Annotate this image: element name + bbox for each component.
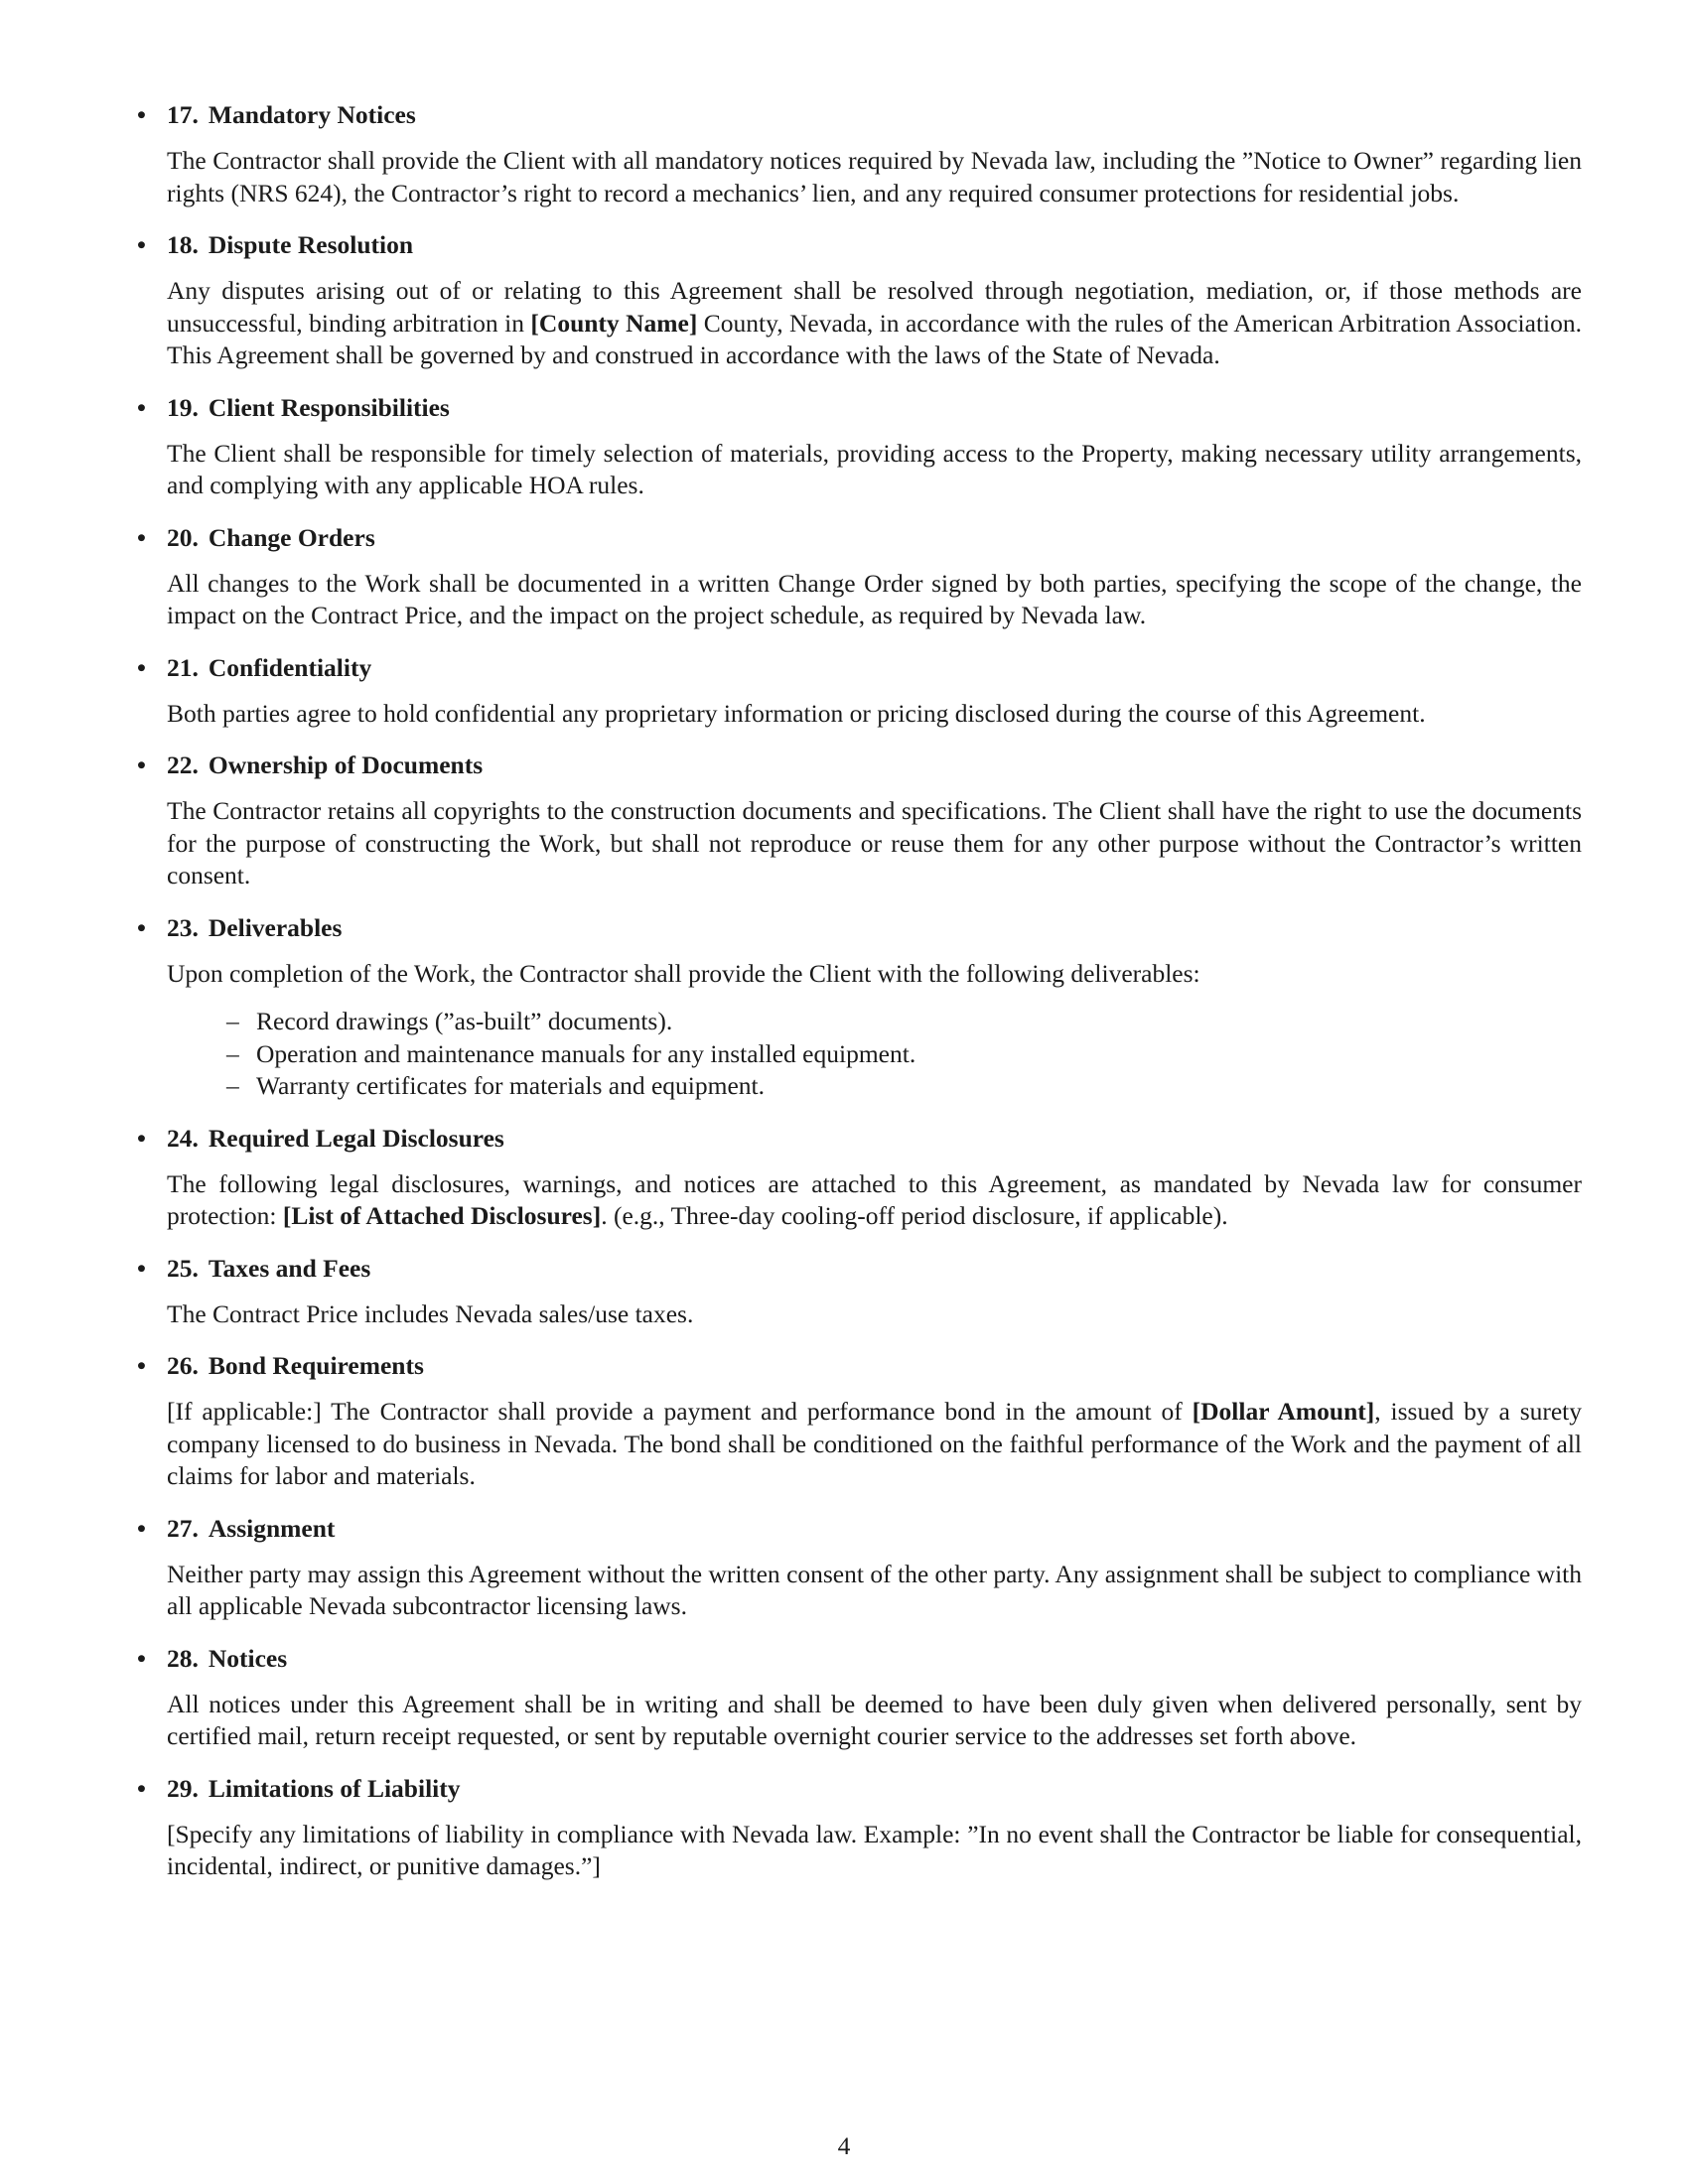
section-22 [137,748,1582,892]
section-title: Bond Requirements [208,1351,424,1380]
section-24 [137,1121,1582,1233]
section-title: Notices [208,1643,288,1673]
bullet-icon: • [137,392,146,422]
bullet-icon: • [137,1351,146,1380]
section-title: Taxes and Fees [208,1253,371,1283]
bullet-icon: • [137,1643,146,1673]
section-number: 25. [167,1253,199,1283]
section-title: Client Responsibilities [208,392,450,422]
bullet-icon: • [137,230,146,259]
page-number: 4 [837,2131,851,2160]
section-28 [137,1641,1582,1753]
section-26 [137,1348,1582,1493]
list-item-text: Warranty certificates for materials and equipment. [256,1071,765,1100]
section-title: Ownership of Documents [208,751,484,779]
sections-list [137,97,1582,1901]
body-text: [If applicable:] The Contractor shall provide a payment and performance bond in the amount of [167,1397,1193,1426]
bullet-icon: • [137,652,146,682]
section-number: 27. [167,1513,199,1543]
section-heading [137,1348,1582,1384]
dash-icon: – [226,1071,239,1100]
body-text: [Specify any limitations of liability in compliance with Nevada law. Example: ”In no event shall the Contractor be liable for consequential, incidental, indirect, or punitive damages.”] [167,1819,1582,1880]
section-number: 24. [167,1123,199,1153]
section-body [167,1396,1582,1493]
section-heading [137,520,1582,556]
section-number: 29. [167,1773,199,1803]
section-heading [137,910,1582,946]
section-body [167,1689,1582,1753]
body-text: Any disputes arising out of or relating to this Agreement shall be resolved through negotiation, mediation, or, if those methods are unsuccessful, binding arbitration in [167,276,1582,338]
body-text: County, Nevada, in accordance with the rules of the American Arbitration Association. This Agreement shall be governed by and construed in accordance with the laws of the State of Nevada. [167,308,1582,369]
section-heading [137,1121,1582,1157]
section-heading [137,1771,1582,1807]
section-29 [137,1771,1582,1883]
bullet-icon: • [137,522,146,552]
placeholder-field: [List of Attached Disclosures] [282,1201,602,1230]
section-body [167,1298,1582,1331]
section-body [167,438,1582,502]
section-heading [137,227,1582,263]
section-19 [137,390,1582,502]
section-title: Confidentiality [208,652,372,682]
placeholder-field: [County Name] [530,308,698,338]
section-title: Deliverables [208,912,343,942]
section-body [167,1168,1582,1233]
section-body [167,145,1582,209]
body-text: Both parties agree to hold confidential any proprietary information or pricing disclosed during the course of this Agreement. [167,698,1426,728]
section-title: Dispute Resolution [208,230,414,259]
section-heading [137,1511,1582,1547]
dash-icon: – [226,1038,239,1068]
section-body [167,568,1582,632]
section-number: 22. [167,751,199,779]
dash-icon: – [226,1007,239,1035]
body-text: The Client shall be responsible for timely selection of materials, providing access to the Property, making necessary utility arrangements, and complying with any applicable HOA rules. [167,438,1582,499]
bullet-icon: • [137,1513,146,1543]
section-23 [137,910,1582,1103]
section-body [167,958,1582,1103]
section-body [167,275,1582,372]
section-heading [137,650,1582,686]
section-body [167,795,1582,892]
section-body [167,1819,1582,1883]
bullet-icon: • [137,1253,146,1283]
section-title: Required Legal Disclosures [208,1123,504,1153]
list-item [226,1038,1582,1071]
section-number: 23. [167,912,199,942]
section-number: 17. [167,100,199,129]
section-27 [137,1511,1582,1623]
section-body [167,1559,1582,1623]
section-heading [137,97,1582,133]
section-body [167,698,1582,731]
section-title: Limitations of Liability [208,1773,461,1803]
section-heading [137,390,1582,426]
section-17 [137,97,1582,209]
body-text: The Contractor shall provide the Client with all mandatory notices required by Nevada law, including the ”Notice to Owner” regarding lien rights (NRS 624), the Contractor’s right to record a mechanics’ lien, and any required consumer protections for residential jobs. [167,146,1582,207]
section-number: 19. [167,392,199,422]
section-number: 28. [167,1643,199,1673]
body-text: , issued by a surety company licensed to do business in Nevada. The bond shall be conditioned on the faithful performance of the Work and the payment of all claims for labor and materials. [167,1397,1583,1490]
bullet-icon: • [137,1773,146,1803]
body-text: The following legal disclosures, warnings, and notices are attached to this Agreement, as mandated by Nevada law for consumer protection: [167,1168,1582,1230]
body-text: All changes to the Work shall be documented in a written Change Order signed by both parties, specifying the scope of the change, the impact on the Contract Price, and the impact on the project schedule, as required by Nevada law. [167,568,1582,629]
body-text: The Contract Price includes Nevada sales/use taxes. [167,1298,694,1328]
list-item-text: Record drawings (”as-built” documents). [256,1007,673,1035]
section-number: 18. [167,230,199,259]
bullet-icon: • [137,100,146,129]
list-item [226,1006,1582,1038]
bullet-icon: • [137,751,146,779]
body-text: Upon completion of the Work, the Contractor shall provide the Client with the following deliverables: [167,958,1200,988]
list-item [226,1070,1582,1103]
section-number: 21. [167,652,199,682]
list-item-text: Operation and maintenance manuals for any installed equipment. [256,1038,916,1068]
body-text: Neither party may assign this Agreement without the written consent of the other party. Any assignment shall be subject to compliance with all applicable Nevada subcontractor licensing laws. [167,1559,1582,1620]
section-18 [137,227,1582,372]
section-21 [137,650,1582,731]
section-heading [137,1641,1582,1677]
body-text: The Contractor retains all copyrights to the construction documents and specifications. The Client shall have the right to use the documents for the purpose of constructing the Work, but shall not reproduce or reuse them for any other purpose without the Contractor’s written consent. [167,796,1582,889]
body-text: . (e.g., Three-day cooling-off period disclosure, if applicable). [601,1201,1228,1230]
section-20 [137,520,1582,632]
section-title: Mandatory Notices [208,100,416,129]
bullet-icon: • [137,912,146,942]
section-number: 20. [167,522,199,552]
section-heading [137,748,1582,783]
section-title: Change Orders [208,522,375,552]
section-number: 26. [167,1351,199,1380]
placeholder-field: [Dollar Amount] [1192,1397,1375,1426]
body-text: All notices under this Agreement shall be in writing and shall be deemed to have been duly given when delivered personally, sent by certified mail, return receipt requested, or sent by reputable overnight courier service to the addresses set forth above. [167,1689,1582,1750]
bullet-icon: • [137,1123,146,1153]
section-title: Assignment [208,1513,336,1543]
section-heading [137,1251,1582,1287]
section-25 [137,1251,1582,1331]
deliverables-list [226,1006,1582,1103]
